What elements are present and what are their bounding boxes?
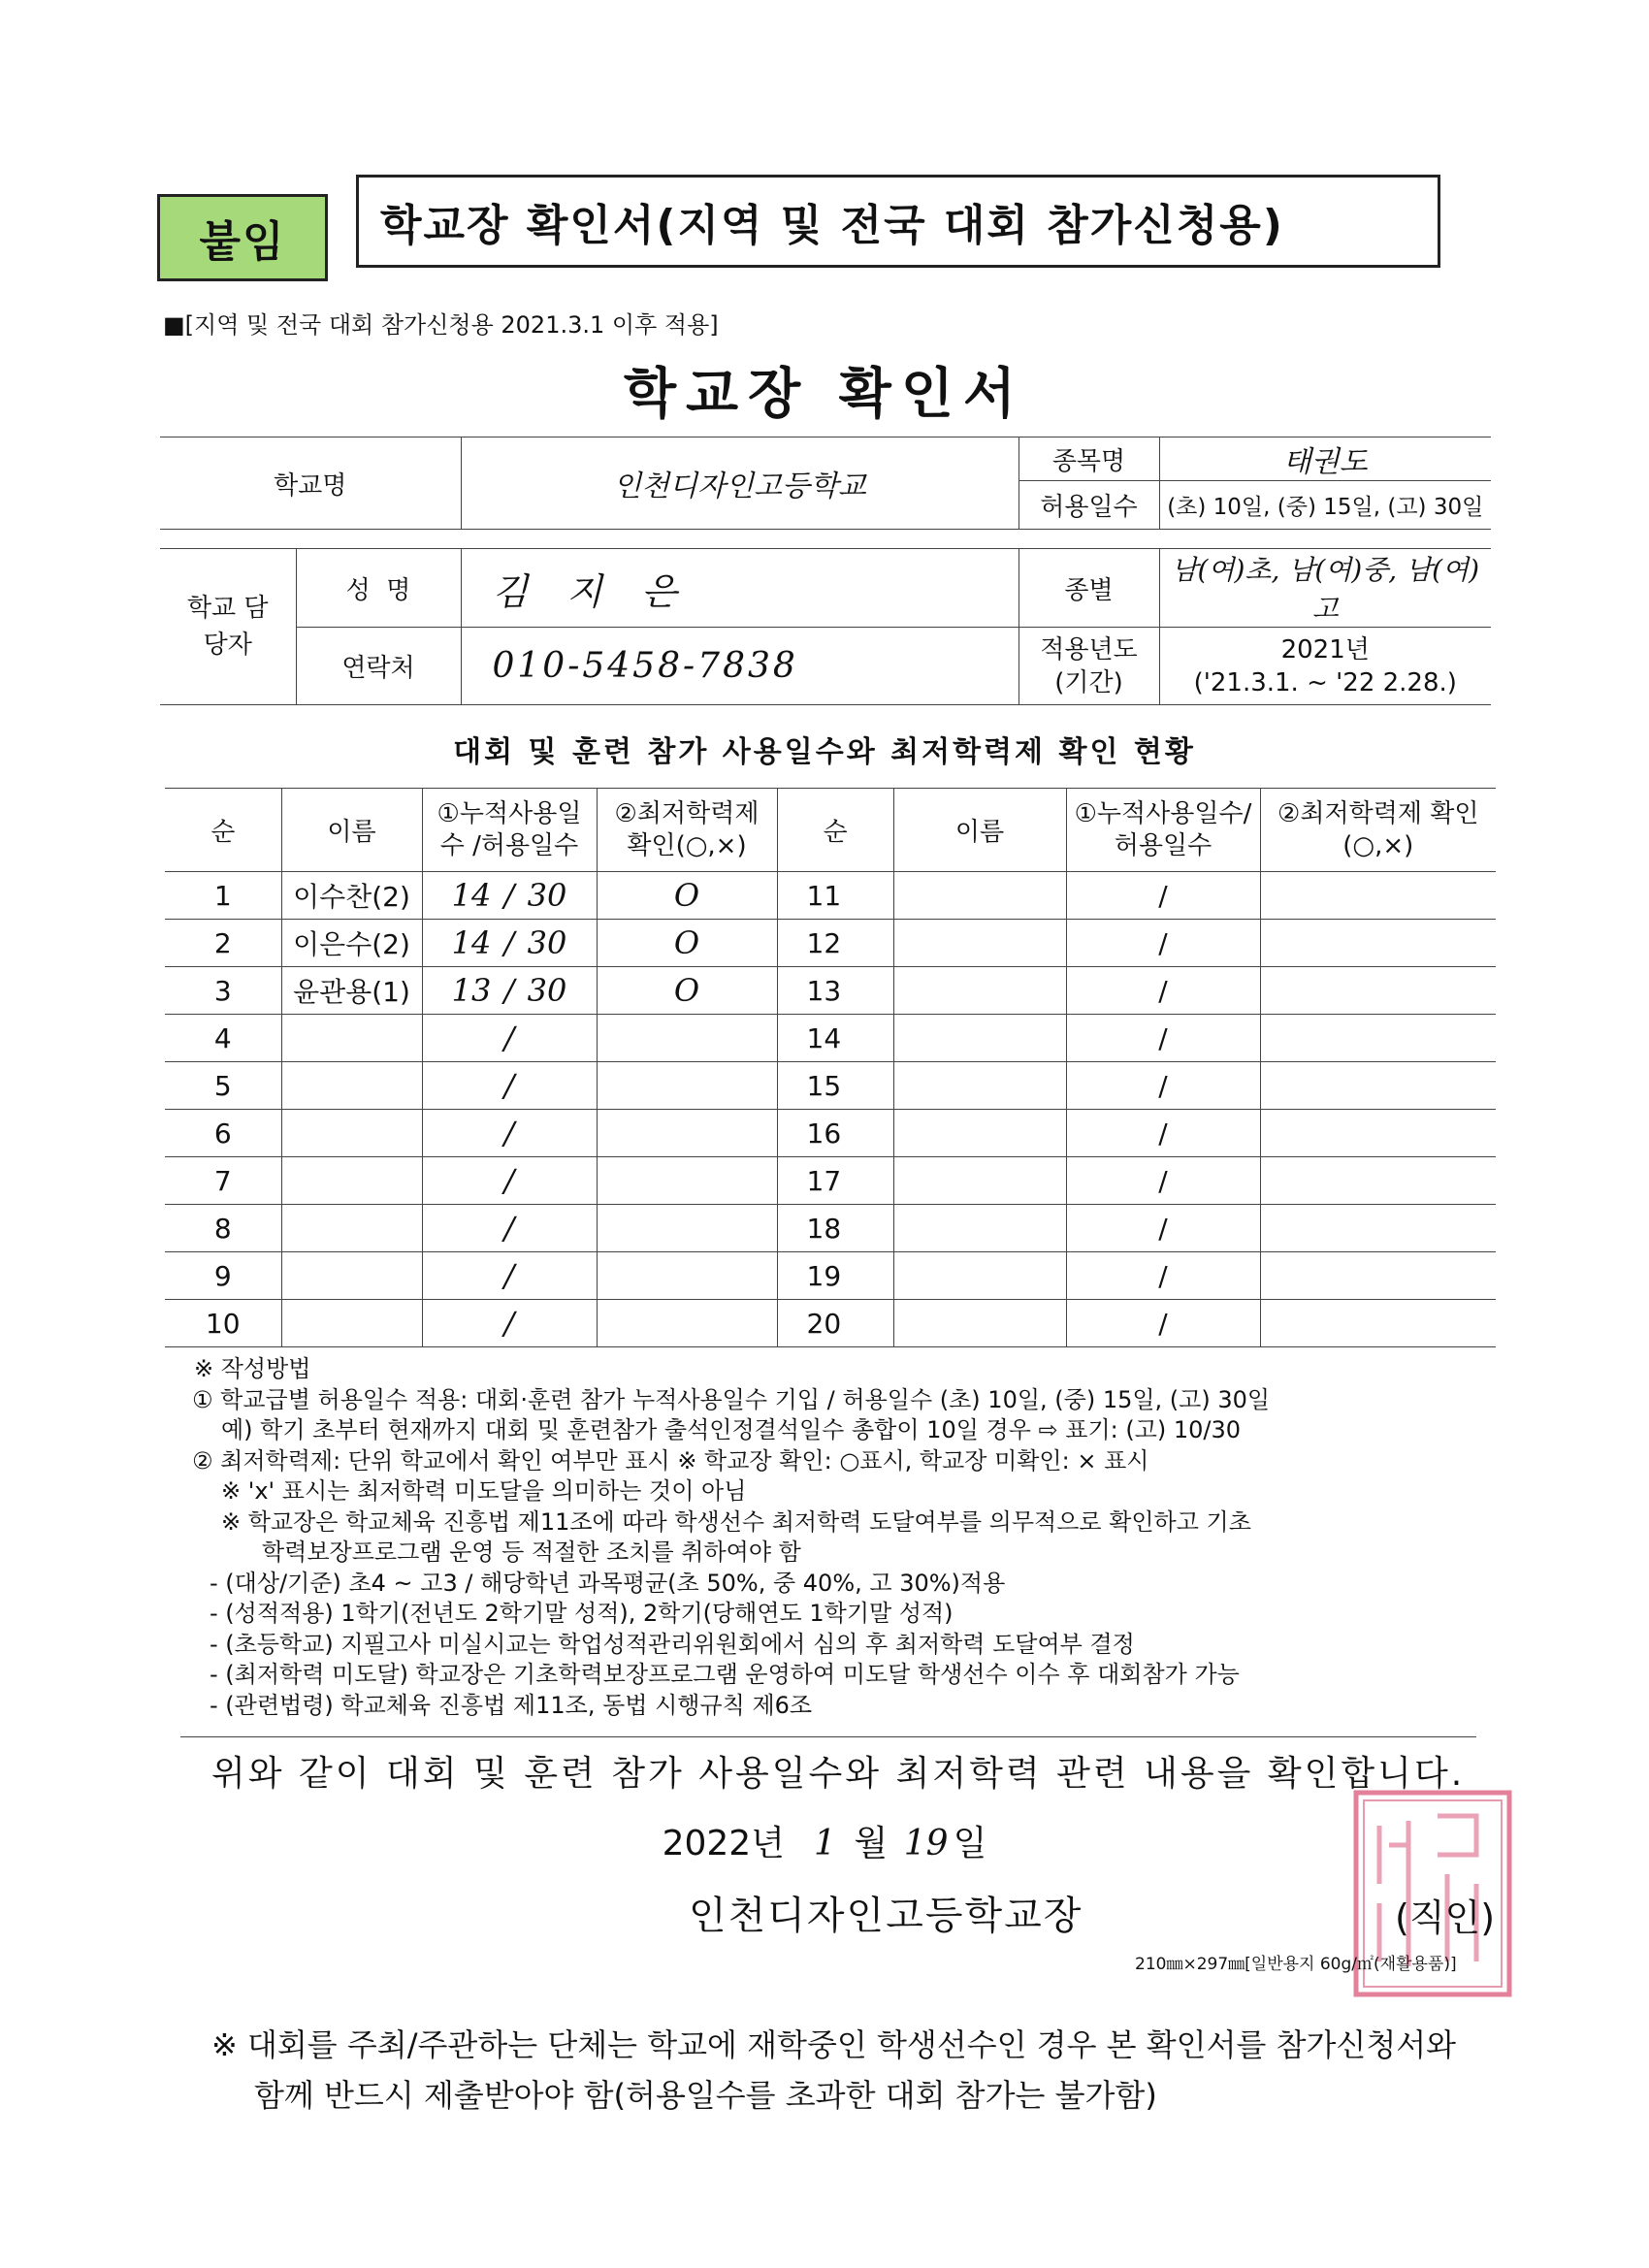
note-line: 예) 학기 초부터 현재까지 대회 및 훈련참가 출석인정결석일수 총합이 10일 경우 ⇨ 표기: (고) 10/30: [221, 1416, 1242, 1443]
event-value: 태권도: [1159, 437, 1491, 481]
min-grade-check: O: [597, 967, 777, 1015]
min-grade-check-right: [1260, 967, 1496, 1015]
contact-value: 010-5458-7838: [461, 628, 1018, 705]
min-grade-check-right: [1260, 1205, 1496, 1252]
allowed-days-value: (초) 10일, (중) 15일, (고) 30일: [1159, 481, 1491, 530]
submission-notice: [211, 2020, 1456, 2121]
manager-name-value: 김 지 은: [461, 549, 1018, 628]
days-separator: /: [503, 972, 515, 1009]
row-number: 9: [165, 1252, 281, 1300]
min-grade-check-right: [1260, 1252, 1496, 1300]
row-number-right: 16: [777, 1110, 893, 1157]
student-name: 윤관용(1): [281, 967, 422, 1015]
days-cell: [422, 1157, 597, 1205]
days-separator: /: [503, 1020, 515, 1056]
table-row: [165, 872, 1496, 920]
notes-divider: [180, 1736, 1476, 1737]
gender-value: 남(여)초, 남(여)중, 남(여)고: [1159, 549, 1491, 628]
days-allowed: 30: [527, 877, 567, 914]
note-line: ※ 'x' 표시는 최저학력 미도달을 의미하는 것이 아님: [221, 1477, 747, 1505]
row-number-right: 15: [777, 1062, 893, 1110]
table-row: [165, 1157, 1496, 1205]
student-name: [281, 1252, 422, 1300]
name-label: 성 명: [296, 549, 461, 628]
days-used: 14: [451, 924, 492, 961]
info-table: [160, 437, 1491, 705]
header-days: ①누적사용일수 /허용일수: [422, 789, 597, 872]
min-grade-check: [597, 1252, 777, 1300]
student-name-right: [893, 1110, 1066, 1157]
note-line: ② 최저학력제: 단위 학교에서 확인 여부만 표시 ※ 학교장 확인: ○표시, 학교장 미확인: × 표시: [192, 1446, 1149, 1474]
row-number-right: 12: [777, 920, 893, 967]
manager-label: 학교 담당자: [160, 549, 296, 705]
min-grade-check: O: [597, 920, 777, 967]
min-grade-check-right: [1260, 920, 1496, 967]
min-grade-check-right: [1260, 872, 1496, 920]
row-number: 2: [165, 920, 281, 967]
row-number-right: 14: [777, 1015, 893, 1062]
row-number-right: 20: [777, 1300, 893, 1347]
info-gap: [160, 530, 1491, 549]
min-grade-check: [597, 1157, 777, 1205]
header-check: ②최저학력제 확인(○,×): [597, 789, 777, 872]
days-allowed: 30: [527, 924, 567, 961]
note-line: ※ 작성방법: [194, 1355, 311, 1382]
student-name-right: [893, 1205, 1066, 1252]
days-separator-right: /: [1066, 1062, 1260, 1110]
table-row: [165, 1015, 1496, 1062]
row-number-right: 17: [777, 1157, 893, 1205]
confirmation-statement: 위와 같이 대회 및 훈련 참가 사용일수와 최저학력 관련 내용을 확인합니다.: [211, 1754, 1466, 1794]
header-name: 이름: [281, 789, 422, 872]
student-name: [281, 1300, 422, 1347]
instructions: [192, 1354, 1492, 1721]
school-value: 인천디자인고등학교: [461, 437, 1018, 530]
row-number-right: 18: [777, 1205, 893, 1252]
row-number-right: 11: [777, 872, 893, 920]
header-seq-right: 순: [777, 789, 893, 872]
student-name: [281, 1062, 422, 1110]
usage-section-title: 대회 및 훈련 참가 사용일수와 최저학력제 확인 현황: [453, 735, 1196, 769]
row-number: 10: [165, 1300, 281, 1347]
year-period: ('21.3.1. ~ '22 2.28.): [1193, 667, 1457, 697]
document-banner: 학교장 확인서(지역 및 전국 대회 참가신청용): [356, 175, 1440, 268]
issue-month: 1: [813, 1824, 836, 1863]
min-grade-check: [597, 1205, 777, 1252]
days-allowed: 30: [527, 972, 567, 1009]
days-cell: [422, 1252, 597, 1300]
table-row: [165, 1062, 1496, 1110]
document-title: 학교장 확인서: [623, 363, 1026, 426]
days-separator-right: /: [1066, 1015, 1260, 1062]
row-number: 8: [165, 1205, 281, 1252]
student-name-right: [893, 920, 1066, 967]
days-separator: /: [503, 1162, 515, 1199]
event-label: 종목명: [1018, 437, 1159, 481]
min-grade-check-right: [1260, 1015, 1496, 1062]
days-separator-right: /: [1066, 872, 1260, 920]
table-row: [165, 1205, 1496, 1252]
header-seq: 순: [165, 789, 281, 872]
days-separator-right: /: [1066, 1110, 1260, 1157]
header-days-right: ①누적사용일수/ 허용일수: [1066, 789, 1260, 872]
note-line: ① 학교급별 허용일수 적용: 대회·훈련 참가 누적사용일수 기입 / 허용일수 (초) 10일, (중) 15일, (고) 30일: [192, 1385, 1271, 1413]
days-cell: [422, 1205, 597, 1252]
issue-day: 19: [903, 1824, 949, 1863]
paper-spec: 210㎜×297㎜[일반용지 60g/㎡(재활용품)]: [1135, 1955, 1457, 1974]
student-name: 이은수(2): [281, 920, 422, 967]
header-check-right: ②최저학력제 확인(○,×): [1260, 789, 1496, 872]
table-row: [165, 920, 1496, 967]
days-cell: [422, 920, 597, 967]
student-name-right: [893, 967, 1066, 1015]
days-cell: [422, 1062, 597, 1110]
row-number: 4: [165, 1015, 281, 1062]
row-number: 6: [165, 1110, 281, 1157]
footer-line: 함께 반드시 제출받아야 함(허용일수를 초과한 대회 참가는 불가함): [254, 2077, 1157, 2114]
days-cell: [422, 1300, 597, 1347]
min-grade-check-right: [1260, 1062, 1496, 1110]
days-separator-right: /: [1066, 1205, 1260, 1252]
days-cell: [422, 1110, 597, 1157]
min-grade-check: [597, 1062, 777, 1110]
student-name: [281, 1157, 422, 1205]
student-name-right: [893, 1015, 1066, 1062]
min-grade-check: O: [597, 872, 777, 920]
year-cell: [1159, 628, 1491, 705]
year-value: 2021년: [1280, 634, 1370, 664]
contact-label: 연락처: [296, 628, 461, 705]
days-separator-right: /: [1066, 1157, 1260, 1205]
days-separator: /: [503, 1067, 515, 1104]
note-line: 학력보장프로그램 운영 등 적절한 조치를 취하여야 함: [262, 1539, 801, 1566]
principal-name: 인천디자인고등학교장: [689, 1894, 1083, 1938]
days-cell: [422, 872, 597, 920]
days-used: 13: [451, 972, 492, 1009]
row-number: 1: [165, 872, 281, 920]
student-name: [281, 1015, 422, 1062]
student-name: 이수찬(2): [281, 872, 422, 920]
days-used: 14: [451, 877, 492, 914]
min-grade-check-right: [1260, 1300, 1496, 1347]
table-row: [165, 1110, 1496, 1157]
seal-label: (직인): [1395, 1896, 1496, 1939]
note-line: - (초등학교) 지필고사 미실시교는 학업성적관리위원회에서 심의 후 최저학력 도달여부 결정: [210, 1630, 1135, 1658]
days-separator-right: /: [1066, 1300, 1260, 1347]
school-label: 학교명: [160, 437, 461, 530]
student-name-right: [893, 1157, 1066, 1205]
note-line: - (관련법령) 학교체육 진흥법 제11조, 동법 시행규칙 제6조: [210, 1691, 813, 1719]
applicability-note: ■[지역 및 전국 대회 참가신청용 2021.3.1 이후 적용]: [163, 311, 719, 339]
days-separator: /: [503, 877, 515, 914]
days-separator-right: /: [1066, 1252, 1260, 1300]
student-table: [165, 788, 1496, 1347]
min-grade-check: [597, 1110, 777, 1157]
student-name-right: [893, 1252, 1066, 1300]
min-grade-check-right: [1260, 1157, 1496, 1205]
row-number-right: 19: [777, 1252, 893, 1300]
issue-year: 2022년: [662, 1824, 785, 1863]
days-cell: [422, 967, 597, 1015]
issue-month-unit: 월: [854, 1824, 889, 1863]
days-separator: /: [503, 1257, 515, 1294]
student-name-right: [893, 1300, 1066, 1347]
table-row: [165, 1252, 1496, 1300]
days-separator: /: [503, 1115, 515, 1151]
table-row: [165, 1300, 1496, 1347]
row-number: 5: [165, 1062, 281, 1110]
gender-label: 종별: [1018, 549, 1159, 628]
note-line: - (성적적용) 1학기(전년도 2학기말 성적), 2학기(당해연도 1학기말 성적): [210, 1600, 954, 1627]
table-row: [165, 967, 1496, 1015]
min-grade-check: [597, 1015, 777, 1062]
days-separator: /: [503, 1210, 515, 1247]
student-name-right: [893, 1062, 1066, 1110]
year-label: 적용년도 (기간): [1018, 628, 1159, 705]
note-line: ※ 학교장은 학교체육 진흥법 제11조에 따라 학생선수 최저학력 도달여부를 의무적으로 확인하고 기초: [221, 1507, 1251, 1536]
days-separator-right: /: [1066, 920, 1260, 967]
header-name-right: 이름: [893, 789, 1066, 872]
student-name: [281, 1205, 422, 1252]
student-name-right: [893, 872, 1066, 920]
note-line: - (대상/기준) 초4 ~ 고3 / 해당학년 과목평균(초 50%, 중 40%, 고 30%)적용: [210, 1569, 1006, 1597]
student-rows: [165, 872, 1496, 1347]
row-number: 7: [165, 1157, 281, 1205]
issue-day-unit: 일: [953, 1824, 987, 1863]
days-separator: /: [503, 924, 515, 961]
days-separator: /: [503, 1305, 515, 1342]
note-line: - (최저학력 미도달) 학교장은 기초학력보장프로그램 운영하여 미도달 학생선수 이수 후 대회참가 가능: [210, 1661, 1240, 1688]
student-name: [281, 1110, 422, 1157]
row-number-right: 13: [777, 967, 893, 1015]
min-grade-check: [597, 1300, 777, 1347]
days-cell: [422, 1015, 597, 1062]
footer-line: ※ 대회를 주최/주관하는 단체는 학교에 재학중인 학생선수인 경우 본 확인서를 참가신청서와: [211, 2026, 1457, 2063]
row-number: 3: [165, 967, 281, 1015]
min-grade-check-right: [1260, 1110, 1496, 1157]
attachment-badge: 붙임: [157, 194, 328, 281]
days-separator-right: /: [1066, 967, 1260, 1015]
allowed-days-label: 허용일수: [1018, 481, 1159, 530]
